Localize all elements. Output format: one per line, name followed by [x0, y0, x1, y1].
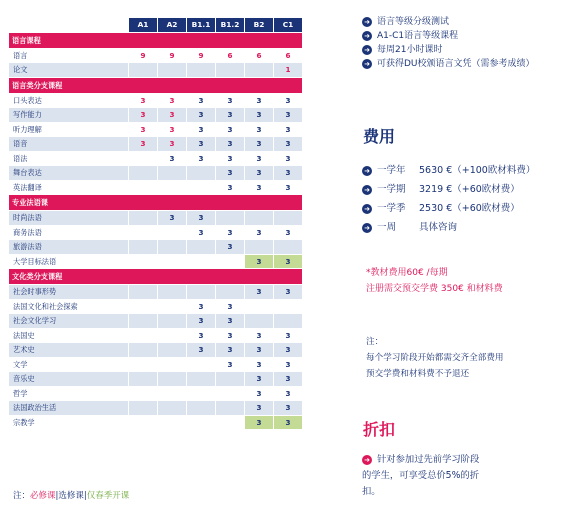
credit-cell — [158, 63, 187, 78]
fee-amount: 2530 €（+60欧材费） — [419, 203, 520, 214]
course-name: 听力理解 — [9, 122, 129, 137]
credit-cell — [129, 254, 158, 269]
arrow-right-icon: ➜ — [362, 185, 372, 195]
credit-cell — [245, 314, 274, 329]
credit-cell — [216, 372, 245, 387]
credit-cell: 3 — [158, 93, 187, 108]
legend-spring-only: 仅春季开课 — [86, 491, 130, 501]
level-header: C1 — [274, 18, 303, 33]
table-row — [9, 122, 303, 137]
course-table — [8, 17, 303, 430]
table-row — [9, 151, 303, 166]
credit-cell: 3 — [245, 254, 274, 269]
discount-text — [362, 452, 479, 500]
credit-cell — [158, 166, 187, 181]
credit-cell: 3 — [158, 211, 187, 226]
credit-cell: 3 — [216, 299, 245, 314]
course-name: 音乐史 — [9, 372, 129, 387]
fee-period: 一周 — [377, 222, 397, 233]
fee-item — [362, 180, 535, 199]
credit-cell — [187, 372, 216, 387]
section-header-row — [9, 269, 303, 285]
discount-line: 扣。 — [362, 486, 381, 497]
credit-cell: 3 — [245, 166, 274, 181]
credit-cell: 3 — [274, 372, 303, 387]
credit-cell: 3 — [216, 180, 245, 195]
credit-cell — [158, 240, 187, 255]
fee-note-line: 注册需交预交学费 350€ 和材料费 — [366, 284, 503, 294]
table-row — [9, 401, 303, 416]
fee-note — [366, 265, 503, 297]
table-row — [9, 63, 303, 78]
credit-cell — [158, 401, 187, 416]
course-name: 社会时事形势 — [9, 285, 129, 300]
credit-cell — [216, 254, 245, 269]
notice-line: 预交学费和材料费不予退还 — [366, 369, 470, 379]
section-header-row — [9, 32, 303, 48]
credit-cell: 3 — [187, 137, 216, 152]
credit-cell: 6 — [274, 48, 303, 63]
arrow-right-icon: ➜ — [362, 223, 372, 233]
credit-cell: 3 — [274, 254, 303, 269]
course-name: 口头表达 — [9, 93, 129, 108]
credit-cell: 3 — [274, 122, 303, 137]
credit-cell — [129, 372, 158, 387]
credit-cell: 3 — [216, 357, 245, 372]
credit-cell — [158, 180, 187, 195]
credit-cell: 3 — [274, 343, 303, 358]
credit-cell: 1 — [274, 63, 303, 78]
credit-cell: 3 — [187, 122, 216, 137]
arrow-right-icon: ➜ — [362, 59, 372, 69]
table-row — [9, 108, 303, 123]
credit-cell — [274, 211, 303, 226]
credit-cell — [245, 240, 274, 255]
credit-cell — [129, 285, 158, 300]
credit-cell — [187, 401, 216, 416]
credit-cell — [274, 240, 303, 255]
fee-item — [362, 218, 535, 237]
credit-cell — [129, 240, 158, 255]
arrow-right-icon: ➜ — [362, 45, 372, 55]
table-legend — [13, 489, 129, 501]
section-header-row — [9, 195, 303, 211]
credit-cell: 6 — [245, 48, 274, 63]
discount-heading: 折扣 — [363, 420, 396, 439]
credit-cell — [187, 240, 216, 255]
table-row — [9, 314, 303, 329]
legend-separator: | — [55, 491, 59, 501]
table-row — [9, 166, 303, 181]
credit-cell: 3 — [245, 225, 274, 240]
credit-cell — [129, 314, 158, 329]
credit-cell: 3 — [245, 343, 274, 358]
section-title: 语言课程 — [9, 32, 303, 48]
credit-cell: 3 — [245, 328, 274, 343]
course-name: 哲学 — [9, 386, 129, 401]
credit-cell — [129, 343, 158, 358]
credit-cell: 3 — [129, 93, 158, 108]
fee-period: 一学年 — [377, 165, 406, 176]
credit-cell: 3 — [187, 93, 216, 108]
credit-cell — [187, 386, 216, 401]
table-row — [9, 180, 303, 195]
credit-cell: 3 — [129, 122, 158, 137]
credit-cell — [158, 225, 187, 240]
credit-cell — [187, 357, 216, 372]
credit-cell — [129, 180, 158, 195]
discount-line-text: 针对参加过先前学习阶段 — [377, 454, 480, 465]
notice-line: 每个学习阶段开始都需交齐全部费用 — [366, 353, 504, 363]
table-row — [9, 240, 303, 255]
course-name: 艺术史 — [9, 343, 129, 358]
credit-cell: 3 — [216, 166, 245, 181]
course-name: 法国文化和社会探索 — [9, 299, 129, 314]
credit-cell — [245, 211, 274, 226]
arrow-right-icon: ➜ — [362, 31, 372, 41]
credit-cell: 3 — [274, 93, 303, 108]
credit-cell: 3 — [245, 180, 274, 195]
course-name: 社会文化学习 — [9, 314, 129, 329]
course-name: 文学 — [9, 357, 129, 372]
credit-cell: 3 — [216, 225, 245, 240]
credit-cell: 3 — [216, 343, 245, 358]
fee-period: 一学期 — [377, 184, 406, 195]
course-name: 宗教学 — [9, 415, 129, 430]
credit-cell — [216, 415, 245, 430]
course-name: 语言 — [9, 48, 129, 63]
credit-cell: 3 — [274, 357, 303, 372]
table-row — [9, 137, 303, 152]
credit-cell: 3 — [158, 108, 187, 123]
credit-cell: 3 — [216, 122, 245, 137]
credit-cell: 3 — [245, 285, 274, 300]
credit-cell: 9 — [158, 48, 187, 63]
credit-cell: 3 — [245, 401, 274, 416]
credit-cell — [129, 225, 158, 240]
level-header: B1.1 — [187, 18, 216, 33]
credit-cell — [187, 166, 216, 181]
credit-cell: 3 — [274, 328, 303, 343]
credit-cell: 3 — [187, 151, 216, 166]
credit-cell — [216, 63, 245, 78]
arrow-right-icon: ➜ — [362, 455, 372, 465]
fee-period: 一学季 — [377, 203, 406, 214]
credit-cell: 3 — [216, 108, 245, 123]
credit-cell — [129, 63, 158, 78]
section-title: 语言类分支课程 — [9, 77, 303, 93]
credit-cell: 3 — [274, 151, 303, 166]
credit-cell — [129, 299, 158, 314]
credit-cell — [245, 299, 274, 314]
section-title: 文化类分支课程 — [9, 269, 303, 285]
credit-cell: 3 — [216, 93, 245, 108]
credit-cell: 3 — [158, 151, 187, 166]
credit-cell — [158, 254, 187, 269]
course-name: 旅游法语 — [9, 240, 129, 255]
credit-cell — [274, 299, 303, 314]
table-row — [9, 93, 303, 108]
intro-item-text: 语言等级分级测试 — [377, 17, 450, 27]
credit-cell — [129, 415, 158, 430]
course-name: 英法翻译 — [9, 180, 129, 195]
credit-cell: 3 — [158, 122, 187, 137]
credit-cell: 3 — [245, 108, 274, 123]
credit-cell: 3 — [216, 240, 245, 255]
intro-item — [362, 43, 535, 57]
table-row — [9, 343, 303, 358]
intro-item-text: A1-C1语言等级课程 — [377, 31, 459, 41]
credit-cell — [158, 299, 187, 314]
fee-list — [362, 161, 535, 237]
fee-item — [362, 199, 535, 218]
section-title: 专业法语课 — [9, 195, 303, 211]
course-name: 法国政治生活 — [9, 401, 129, 416]
table-row — [9, 48, 303, 63]
legend-prefix: 注： — [13, 491, 31, 501]
credit-cell — [129, 386, 158, 401]
credit-cell — [187, 415, 216, 430]
table-row — [9, 372, 303, 387]
credit-cell: 3 — [216, 328, 245, 343]
credit-cell: 6 — [216, 48, 245, 63]
fee-amount: 3219 €（+60欧材费） — [419, 184, 520, 195]
level-header: A1 — [129, 18, 158, 33]
discount-line — [362, 452, 479, 468]
table-row — [9, 386, 303, 401]
credit-cell — [129, 328, 158, 343]
level-header: B2 — [245, 18, 274, 33]
discount-line: 的学生，可享受总价5%的折 — [362, 470, 480, 481]
credit-cell: 3 — [187, 225, 216, 240]
credit-cell — [158, 343, 187, 358]
credit-cell: 3 — [187, 108, 216, 123]
credit-cell: 3 — [216, 314, 245, 329]
credit-cell: 3 — [187, 299, 216, 314]
credit-cell: 3 — [274, 401, 303, 416]
credit-cell: 3 — [216, 151, 245, 166]
arrow-right-icon: ➜ — [362, 17, 372, 27]
credit-cell: 3 — [245, 372, 274, 387]
credit-cell — [158, 372, 187, 387]
credit-cell — [216, 285, 245, 300]
credit-cell: 3 — [187, 211, 216, 226]
course-name: 时尚法语 — [9, 211, 129, 226]
credit-cell: 3 — [274, 166, 303, 181]
fees-heading: 费用 — [363, 127, 396, 146]
credit-cell: 3 — [274, 415, 303, 430]
intro-item — [362, 15, 535, 29]
notice-line: 注： — [366, 337, 384, 347]
credit-cell: 3 — [216, 137, 245, 152]
legend-required: 必修课 — [30, 491, 56, 501]
course-name: 商务法语 — [9, 225, 129, 240]
credit-cell — [187, 285, 216, 300]
credit-cell — [129, 166, 158, 181]
credit-cell: 3 — [274, 225, 303, 240]
credit-cell: 3 — [274, 108, 303, 123]
level-header: B1.2 — [216, 18, 245, 33]
credit-cell — [187, 180, 216, 195]
credit-cell: 3 — [245, 93, 274, 108]
credit-cell: 3 — [245, 137, 274, 152]
legend-separator: | — [83, 491, 87, 501]
section-header-row — [9, 77, 303, 93]
credit-cell — [129, 151, 158, 166]
course-name: 舞台表达 — [9, 166, 129, 181]
arrow-right-icon: ➜ — [362, 204, 372, 214]
intro-item — [362, 29, 535, 43]
intro-item-text: 可获得DU校颁语言文凭（需参考成绩） — [377, 59, 535, 69]
credit-cell — [245, 63, 274, 78]
credit-cell: 3 — [245, 357, 274, 372]
level-header: A2 — [158, 18, 187, 33]
table-row — [9, 225, 303, 240]
course-name: 语音 — [9, 137, 129, 152]
credit-cell: 9 — [187, 48, 216, 63]
credit-cell — [158, 415, 187, 430]
credit-cell: 3 — [187, 343, 216, 358]
table-row — [9, 254, 303, 269]
credit-cell: 3 — [245, 415, 274, 430]
credit-cell: 3 — [245, 151, 274, 166]
course-name: 大学目标法语 — [9, 254, 129, 269]
credit-cell — [158, 328, 187, 343]
fee-note-line: *教材费用60€ /每期 — [366, 268, 448, 278]
arrow-right-icon: ➜ — [362, 166, 372, 176]
credit-cell — [158, 285, 187, 300]
table-row — [9, 328, 303, 343]
credit-cell: 3 — [274, 180, 303, 195]
course-name: 写作能力 — [9, 108, 129, 123]
credit-cell — [158, 314, 187, 329]
table-row — [9, 285, 303, 300]
table-row — [9, 357, 303, 372]
credit-cell: 3 — [274, 137, 303, 152]
credit-cell — [158, 357, 187, 372]
credit-cell: 3 — [245, 386, 274, 401]
credit-cell — [129, 401, 158, 416]
table-row — [9, 299, 303, 314]
credit-cell: 3 — [158, 137, 187, 152]
credit-cell — [129, 211, 158, 226]
table-row — [9, 211, 303, 226]
intro-item-text: 每周21小时课时 — [377, 45, 443, 55]
legend-optional: 选修课 — [58, 491, 84, 501]
credit-cell — [158, 386, 187, 401]
fee-amount: 具体咨询 — [419, 222, 458, 233]
header-blank-cell — [9, 18, 129, 33]
credit-cell: 3 — [129, 108, 158, 123]
credit-cell — [216, 401, 245, 416]
credit-cell: 3 — [274, 386, 303, 401]
credit-cell — [216, 386, 245, 401]
credit-cell — [187, 63, 216, 78]
credit-cell — [129, 357, 158, 372]
fee-amount: 5630 €（+100欧材料费） — [419, 165, 536, 176]
credit-cell: 3 — [274, 285, 303, 300]
course-name: 论文 — [9, 63, 129, 78]
intro-list — [362, 15, 535, 71]
course-name: 语法 — [9, 151, 129, 166]
credit-cell: 3 — [187, 314, 216, 329]
table-header-row — [9, 18, 303, 33]
credit-cell — [216, 211, 245, 226]
credit-cell: 3 — [245, 122, 274, 137]
payment-notice — [366, 334, 504, 382]
credit-cell: 3 — [129, 137, 158, 152]
credit-cell: 9 — [129, 48, 158, 63]
table-row — [9, 415, 303, 430]
fee-item — [362, 161, 535, 180]
credit-cell — [187, 254, 216, 269]
course-name: 法国史 — [9, 328, 129, 343]
intro-item — [362, 57, 535, 71]
credit-cell — [274, 314, 303, 329]
credit-cell: 3 — [187, 328, 216, 343]
